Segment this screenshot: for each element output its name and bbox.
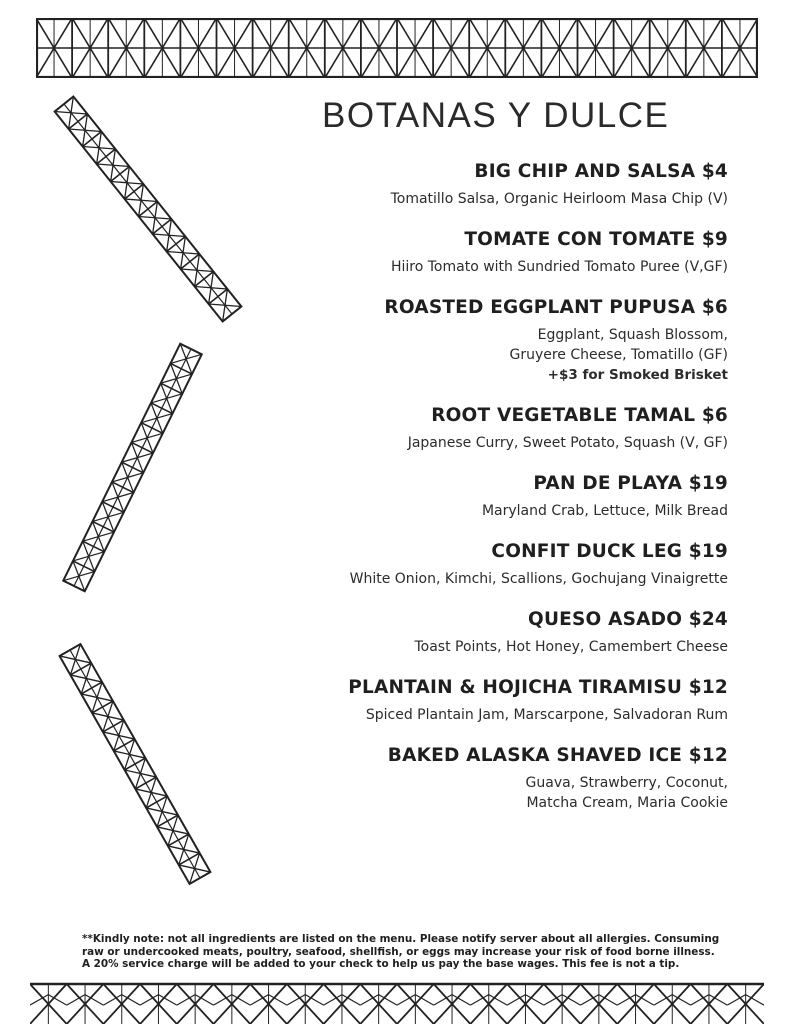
menu-item-description-line: Guava, Strawberry, Coconut, bbox=[525, 775, 728, 791]
menu-title: BOTANAS Y DULCE bbox=[322, 96, 670, 135]
menu-item-description-line: Gruyere Cheese, Tomatillo (GF) bbox=[509, 347, 728, 363]
decorative-bar-bottom-icon bbox=[50, 636, 220, 894]
footnote-line: A 20% service charge will be added to your check to help us pay the base wages. This fee is not a tip. bbox=[82, 958, 680, 970]
menu-item-name: ROOT VEGETABLE TAMAL $6 bbox=[431, 405, 728, 426]
menu-item-description: Maryland Crab, Lettuce, Milk Bread bbox=[481, 503, 728, 519]
menu-item bbox=[288, 744, 728, 813]
bottom-border-pattern-icon bbox=[30, 982, 764, 1024]
menu-item-name: TOMATE CON TOMATE $9 bbox=[464, 229, 728, 250]
menu-item-description-line: Matcha Cream, Maria Cookie bbox=[526, 795, 728, 811]
menu-item-name: ROASTED EGGPLANT PUPUSA $6 bbox=[384, 297, 728, 318]
menu-item bbox=[288, 404, 728, 453]
menu-item bbox=[288, 676, 728, 725]
top-border-pattern-icon bbox=[36, 18, 758, 78]
menu-item-addon: +$3 for Smoked Brisket bbox=[547, 367, 728, 383]
menu-item-description: Toast Points, Hot Honey, Camembert Cheese bbox=[414, 639, 728, 655]
decorative-bar-top-icon bbox=[52, 92, 247, 327]
decorative-bar-middle-icon bbox=[56, 336, 216, 601]
menu-item-description: Japanese Curry, Sweet Potato, Squash (V, GF) bbox=[407, 435, 728, 451]
menu-item bbox=[288, 472, 728, 521]
menu-list bbox=[288, 160, 728, 832]
menu-item bbox=[288, 608, 728, 657]
menu-item-description bbox=[288, 325, 728, 385]
menu-item bbox=[288, 228, 728, 277]
menu-item-name: BIG CHIP AND SALSA $4 bbox=[474, 161, 728, 182]
menu-item-name: BAKED ALASKA SHAVED ICE $12 bbox=[387, 745, 728, 766]
menu-item bbox=[288, 540, 728, 589]
menu-item-description: Spiced Plantain Jam, Marscarpone, Salvadoran Rum bbox=[365, 707, 728, 723]
menu-item-name: QUESO ASADO $24 bbox=[528, 609, 728, 630]
menu-item-name: PAN DE PLAYA $19 bbox=[533, 473, 728, 494]
menu-item-description: Hiiro Tomato with Sundried Tomato Puree (V,GF) bbox=[390, 259, 728, 275]
menu-item-name: CONFIT DUCK LEG $19 bbox=[491, 541, 728, 562]
menu-item bbox=[288, 296, 728, 385]
menu-item-description: Tomatillo Salsa, Organic Heirloom Masa Chip (V) bbox=[390, 191, 728, 207]
menu-item-description: White Onion, Kimchi, Scallions, Gochujang Vinaigrette bbox=[349, 571, 728, 587]
menu-item-description bbox=[288, 773, 728, 813]
allergy-footnote bbox=[82, 933, 722, 971]
footnote-line: **Kindly note: not all ingredients are listed on the menu. Please notify server about all allergies. Consuming bbox=[82, 933, 720, 945]
footnote-line: raw or undercooked meats, poultry, seafood, shellfish, or eggs may increase your risk of food borne illness. bbox=[82, 945, 715, 958]
menu-item bbox=[288, 160, 728, 209]
menu-item-description-line: Eggplant, Squash Blossom, bbox=[537, 327, 728, 343]
menu-item-name: PLANTAIN & HOJICHA TIRAMISU $12 bbox=[348, 677, 728, 698]
